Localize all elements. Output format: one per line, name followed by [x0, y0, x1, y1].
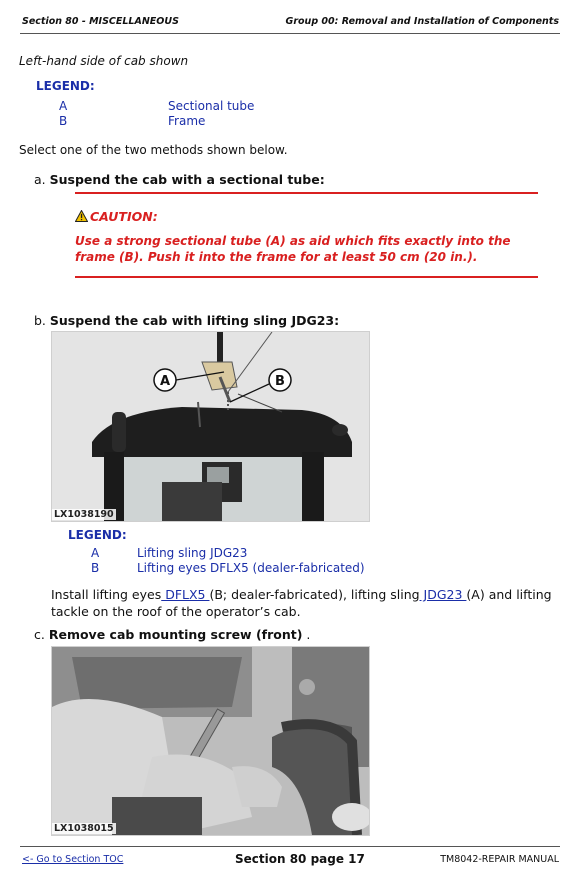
install-text: (B; dealer-fabricated), lifting sling — [209, 587, 420, 602]
dflx5-link[interactable]: DFLX5 — [161, 587, 210, 602]
section-toc-link[interactable]: <- Go to Section TOC — [22, 854, 124, 865]
page-number: Section 80 page 17 — [235, 852, 365, 866]
install-text: (A) and lifting tackle on the roof of the operator’s cab. — [51, 587, 552, 619]
figure-id: LX1038015 — [54, 823, 114, 834]
step-text: Suspend the cab with a sectional tube: — [49, 172, 325, 187]
step-text: Remove cab mounting screw (front) — [48, 627, 303, 642]
legend-key: A — [59, 99, 68, 113]
group-title: Group 00: Removal and Installation of Components — [285, 16, 559, 27]
legend-key: B — [91, 561, 100, 575]
mounting-screw-photo — [51, 646, 370, 836]
section-title: Section 80 - MISCELLANEOUS — [22, 16, 179, 27]
legend-key: A — [91, 546, 100, 560]
step-marker: c. — [34, 627, 45, 642]
step-a — [34, 172, 325, 187]
caution-text: Use a strong sectional tube (A) as aid which fits exactly into the frame (B). Push it into the frame for at least 50 cm (20 in.). — [75, 234, 511, 264]
cab-lifting-photo — [51, 331, 370, 522]
legend-label: Lifting eyes DFLX5 (dealer-fabricated) — [137, 561, 365, 575]
jdg23-link[interactable]: JDG23 — [419, 587, 467, 602]
cab-lifting-illustration — [52, 332, 369, 521]
install-paragraph — [51, 586, 563, 620]
page-footer — [22, 852, 559, 868]
mounting-screw-illustration — [52, 647, 369, 835]
page-header — [22, 16, 559, 32]
manual-title: TM8042-REPAIR MANUAL — [440, 854, 559, 865]
caution-heading — [75, 209, 158, 224]
legend-label: Sectional tube — [168, 99, 255, 113]
header-divider — [20, 33, 560, 34]
figure-id: LX1038190 — [54, 509, 114, 520]
legend-title: LEGEND: — [36, 79, 95, 93]
callout-b: B — [275, 374, 285, 389]
step-b — [34, 313, 339, 328]
install-text: Install lifting eyes — [51, 587, 162, 602]
legend-label: Frame — [168, 114, 206, 128]
warning-icon — [75, 210, 88, 222]
instruction-text: Select one of the two methods shown below. — [19, 143, 288, 157]
caution-label: CAUTION: — [90, 209, 158, 224]
footer-divider — [20, 846, 560, 847]
legend-label: Lifting sling JDG23 — [137, 546, 248, 560]
caution-top-rule — [75, 192, 538, 194]
callout-a: A — [159, 374, 171, 389]
legend-title: LEGEND: — [68, 528, 127, 542]
step-marker: a. — [34, 172, 46, 187]
caution-bottom-rule — [75, 276, 538, 278]
step-c — [34, 627, 310, 642]
step-text: Suspend the cab with lifting sling JDG23: — [49, 313, 340, 328]
legend-key: B — [59, 114, 68, 128]
step-suffix: . — [302, 627, 311, 642]
step-marker: b. — [34, 313, 46, 328]
intro-text: Left-hand side of cab shown — [19, 54, 189, 68]
